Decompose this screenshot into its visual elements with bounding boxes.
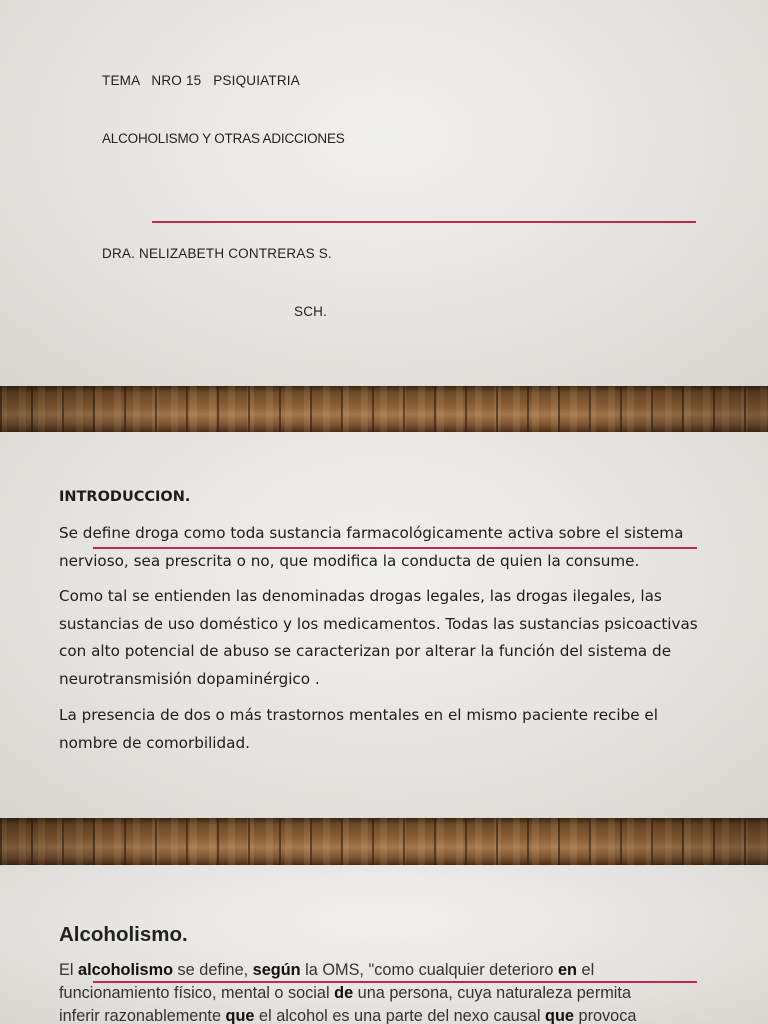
- paragraph-comorbidity: [59, 702, 719, 757]
- alcoholism-slide: [0, 865, 768, 1024]
- text-run: El: [59, 961, 79, 979]
- paragraph-line: Como tal se entienden las denominadas drogas legales, las drogas ilegales, las: [59, 587, 662, 605]
- paragraph-line: Se define droga como toda sustancia farmacológicamente activa sobre el sistema: [59, 524, 684, 542]
- paragraph-line: con alto potencial de abuso se caracterizan por alterar la función del sistema de: [59, 642, 672, 660]
- text-run-bold: que: [225, 1007, 255, 1024]
- paragraph-line: nervioso, sea prescrita o no, que modifica la conducta de quien la consume.: [59, 551, 640, 570]
- text-run-bold: que: [545, 1007, 574, 1024]
- wood-floor-divider: [0, 386, 768, 432]
- alcoholism-definition: [59, 959, 699, 1024]
- text-line: [59, 1005, 699, 1024]
- text-run-bold: según: [252, 961, 301, 979]
- accent-underline: [93, 981, 697, 983]
- accent-underline: [93, 547, 697, 549]
- author-name: DRA. NELIZABETH CONTRERAS S.: [102, 246, 332, 261]
- text-run-bold: alcoholismo: [78, 961, 174, 979]
- slide-subtitle: ALCOHOLISMO Y OTRAS ADICCIONES: [102, 131, 345, 146]
- slide-title: Alcoholismo.: [59, 923, 188, 946]
- paragraph-drugs: [59, 583, 719, 693]
- text-run: inferir razonablemente: [59, 1007, 226, 1024]
- introduction-slide: [0, 432, 768, 818]
- title-slide: [0, 0, 768, 386]
- text-run: el alcohol es una parte del nexo causal: [254, 1007, 546, 1024]
- text-run-bold: en: [557, 961, 577, 979]
- paragraph-line: sustancias de uso doméstico y los medicamentos. Todas las sustancias psicoactivas: [59, 614, 698, 633]
- text-run: provoca: [573, 1007, 637, 1024]
- accent-divider: [152, 221, 696, 223]
- text-run: funcionamiento físico, mental o social: [59, 984, 335, 1002]
- text-line: [59, 959, 699, 982]
- paragraph-line: La presencia de dos o más trastornos mentales en el mismo paciente recibe el: [59, 706, 658, 724]
- text-run: el: [577, 961, 595, 979]
- paragraph-line: nombre de comorbilidad.: [59, 733, 250, 752]
- author-suffix: SCH.: [294, 304, 328, 319]
- text-run: una persona, cuya naturaleza permita: [353, 984, 631, 1002]
- text-run-bold: de: [334, 984, 354, 1002]
- topic-line: TEMA NRO 15 PSIQUIATRIA: [102, 73, 300, 88]
- text-run: se define,: [173, 961, 253, 979]
- text-line: [59, 982, 699, 1005]
- wood-floor-divider: [0, 818, 768, 865]
- section-heading: INTRODUCCION.: [59, 489, 191, 505]
- paragraph-line: neurotransmisión dopaminérgico .: [59, 669, 320, 688]
- text-run: la OMS, "como cualquier deterioro: [300, 961, 558, 979]
